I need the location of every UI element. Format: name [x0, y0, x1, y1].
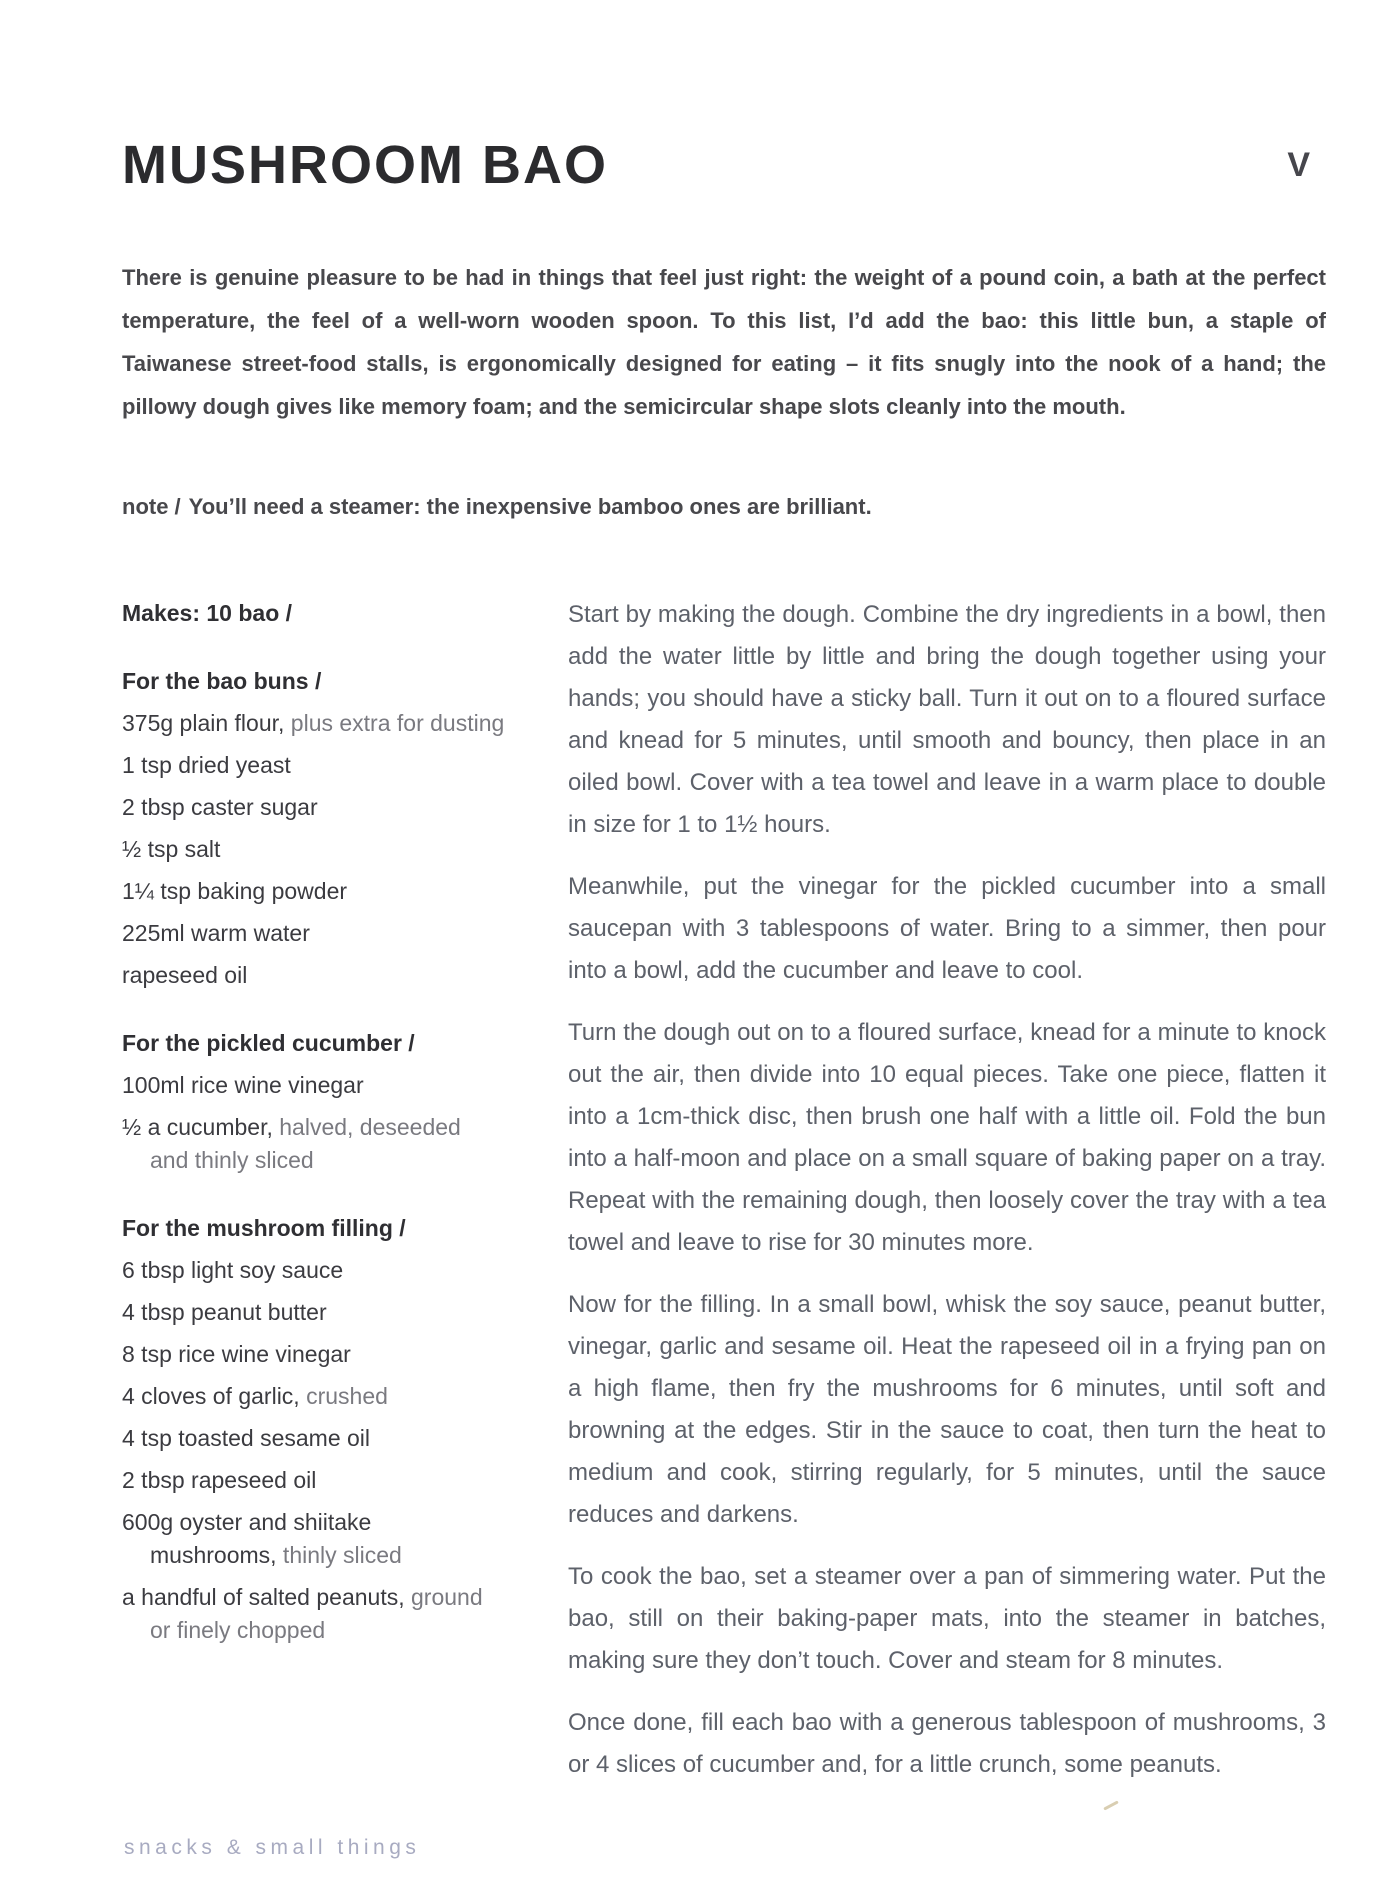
ingredient-item — [122, 1464, 574, 1497]
ingredient-prep-note: plus extra for dusting — [284, 710, 505, 736]
method-column — [568, 594, 1326, 1806]
ingredient-text: 8 tsp rice wine vinegar — [122, 1341, 351, 1367]
ingredient-item — [122, 1338, 574, 1371]
ingredient-text: a handful of salted peanuts, — [122, 1584, 405, 1610]
ingredient-text: 1 tsp dried yeast — [122, 752, 291, 778]
ingredient-prep-note: ground — [404, 1584, 483, 1610]
ingredient-sections — [122, 665, 574, 1647]
vegetarian-badge: V — [1287, 146, 1310, 184]
intro-paragraph: There is genuine pleasure to be had in things that feel just right: the weight of a pound coin, a bath at the perfect temperature, the feel of a well-worn wooden spoon. To this list, I’d add the bao: this little bun, a staple of Taiwanese street-food stalls, is ergonomically designed for eating – it fits snugly into the nook of a hand; the pillowy dough gives like memory foam; and the semicircular shape slots cleanly into the mouth. — [122, 265, 1326, 419]
ingredient-text: 100ml rice wine vinegar — [122, 1072, 364, 1098]
ingredient-item — [122, 959, 574, 992]
ingredient-text: 4 tbsp peanut butter — [122, 1299, 327, 1325]
ingredient-item — [122, 833, 574, 866]
note-label: note / — [122, 494, 181, 519]
ingredient-text: 1¼ tsp baking powder — [122, 878, 348, 904]
ingredient-item — [122, 707, 574, 740]
method-paragraph: Start by making the dough. Combine the dry ingredients in a bowl, then add the water little by little and bring the dough together using your hands; you should have a sticky ball. Turn it out on to a floured surface and knead for 5 minutes, until smooth and bouncy, then place in an oiled bowl. Cover with a tea towel and leave in a warm place to double in size for 1 to 1½ hours. — [568, 601, 1326, 838]
ingredient-text: 4 tsp toasted sesame oil — [122, 1425, 371, 1451]
note-text: You’ll need a steamer: the inexpensive bamboo ones are brilliant. — [188, 494, 872, 519]
ingredient-section-heading: For the mushroom filling / — [122, 1215, 406, 1241]
method-paragraph: Once done, fill each bao with a generous tablespoon of mushrooms, 3 or 4 slices of cucumber and, for a little crunch, some peanuts. — [568, 1709, 1326, 1778]
ingredient-item — [122, 1380, 574, 1413]
ingredient-prep-note: crushed — [299, 1383, 388, 1409]
ingredient-item — [122, 917, 574, 950]
ingredient-prep-note: and thinly sliced — [150, 1147, 314, 1173]
method-paragraph: Meanwhile, put the vinegar for the pickled cucumber into a small saucepan with 3 tablespoons of water. Bring to a simmer, then pour into a bowl, add the cucumber and leave to cool. — [568, 873, 1326, 984]
method-paragraph: To cook the bao, set a steamer over a pan of simmering water. Put the bao, still on their baking-paper mats, into the steamer in batches, making sure they don’t touch. Cover and steam for 8 minutes. — [568, 1563, 1326, 1674]
ingredient-item — [122, 1254, 574, 1287]
recipe-note — [122, 490, 1326, 523]
ingredient-text: ½ a cucumber, — [122, 1114, 273, 1140]
ingredient-item — [122, 1111, 574, 1177]
ingredient-prep-note: thinly sliced — [276, 1542, 402, 1568]
ingredient-text: rapeseed oil — [122, 962, 248, 988]
ingredient-item — [122, 1506, 574, 1572]
ingredient-text: 2 tbsp rapeseed oil — [122, 1467, 317, 1493]
ingredients-column — [122, 597, 574, 1656]
yield-label: Makes: 10 bao / — [122, 600, 293, 626]
chapter-footer-label: snacks & small things — [124, 1836, 421, 1859]
ingredient-section-heading: For the bao buns / — [122, 668, 322, 694]
ingredient-item — [122, 1069, 574, 1102]
page-title: MUSHROOM BAO — [122, 135, 608, 195]
ingredient-item — [122, 749, 574, 782]
ingredient-item — [122, 1581, 574, 1647]
ingredient-text: 2 tbsp caster sugar — [122, 794, 318, 820]
ingredient-item — [122, 1422, 574, 1455]
ingredient-text: mushrooms, — [150, 1542, 277, 1568]
ingredient-prep-note: halved, deseeded — [272, 1114, 461, 1140]
ingredient-text: 4 cloves of garlic, — [122, 1383, 300, 1409]
ingredient-text: 225ml warm water — [122, 920, 310, 946]
ingredient-prep-note: or finely chopped — [150, 1617, 326, 1643]
ingredient-section — [122, 665, 574, 992]
ingredient-text: ½ tsp salt — [122, 836, 221, 862]
ingredient-section — [122, 1027, 574, 1177]
ingredient-item — [122, 875, 574, 908]
ingredient-text: 6 tbsp light soy sauce — [122, 1257, 344, 1283]
ingredient-text: 600g oyster and shiitake — [122, 1509, 372, 1535]
ingredient-text: 375g plain flour, — [122, 710, 285, 736]
method-paragraph: Turn the dough out on to a floured surface, knead for a minute to knock out the air, then divide into 10 equal pieces. Take one piece, flatten it into a 1cm-thick disc, then brush one half with a little oil. Fold the bun into a half-moon and place on a small square of baking paper on a tray. Repeat with the remaining dough, then loosely cover the tray with a tea towel and leave to rise for 30 minutes more. — [568, 1019, 1326, 1256]
ingredient-section — [122, 1212, 574, 1647]
ingredient-item — [122, 1296, 574, 1329]
ingredient-item — [122, 791, 574, 824]
title-row — [122, 135, 1326, 195]
ingredient-section-heading: For the pickled cucumber / — [122, 1030, 415, 1056]
method-paragraph: Now for the filling. In a small bowl, whisk the soy sauce, peanut butter, vinegar, garlic and sesame oil. Heat the rapeseed oil in a frying pan on a high flame, then fry the mushrooms for 6 minutes, until soft and browning at the edges. Stir in the sauce to coat, then turn the heat to medium and cook, stirring regularly, for 5 minutes, until the sauce reduces and darkens. — [568, 1291, 1326, 1528]
